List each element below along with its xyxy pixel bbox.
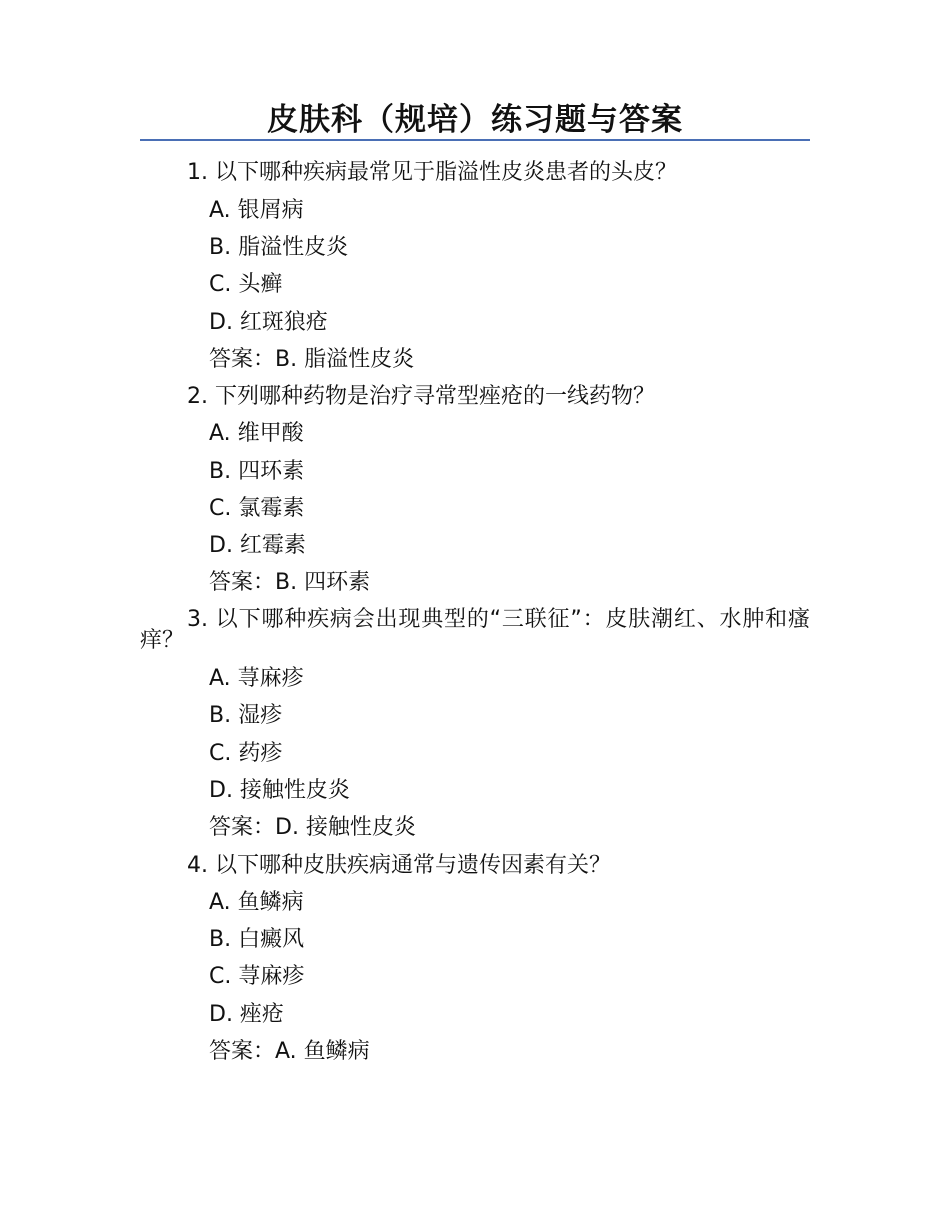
option-b: B. 脂溢性皮炎	[209, 235, 349, 260]
option-d: D. 红斑狼疮	[209, 310, 328, 335]
document-title: 皮肤科（规培）练习题与答案	[267, 102, 683, 138]
option-a: A. 银屑病	[209, 198, 304, 223]
question-stem: 1. 以下哪种疾病最常见于脂溢性皮炎患者的头皮？	[187, 160, 677, 185]
option-b: B. 湿疹	[209, 703, 283, 728]
option-b: B. 白癜风	[209, 927, 305, 952]
title-underline	[140, 139, 810, 141]
question-stem: 3. 以下哪种疾病会出现典型的“三联征”：皮肤潮红、水肿和瘙痒？	[140, 607, 810, 653]
question-stem: 4. 以下哪种皮肤疾病通常与遗传因素有关？	[187, 853, 611, 878]
option-d: D. 红霉素	[209, 533, 306, 558]
answer: 答案：B. 四环素	[209, 570, 371, 595]
option-a: A. 维甲酸	[209, 421, 304, 446]
option-c: C. 氯霉素	[209, 496, 305, 521]
option-d: D. 痤疮	[209, 1002, 284, 1027]
option-c: C. 头癣	[209, 272, 283, 297]
option-c: C. 荨麻疹	[209, 964, 305, 989]
answer: 答案：B. 脂溢性皮炎	[209, 347, 415, 372]
question-stem: 2. 下列哪种药物是治疗寻常型痤疮的一线药物？	[187, 384, 655, 409]
answer: 答案：D. 接触性皮炎	[209, 815, 416, 840]
option-d: D. 接触性皮炎	[209, 778, 350, 803]
option-a: A. 鱼鳞病	[209, 890, 304, 915]
option-c: C. 药疹	[209, 741, 283, 766]
option-b: B. 四环素	[209, 459, 305, 484]
answer: 答案：A. 鱼鳞病	[209, 1039, 370, 1064]
option-a: A. 荨麻疹	[209, 666, 304, 691]
